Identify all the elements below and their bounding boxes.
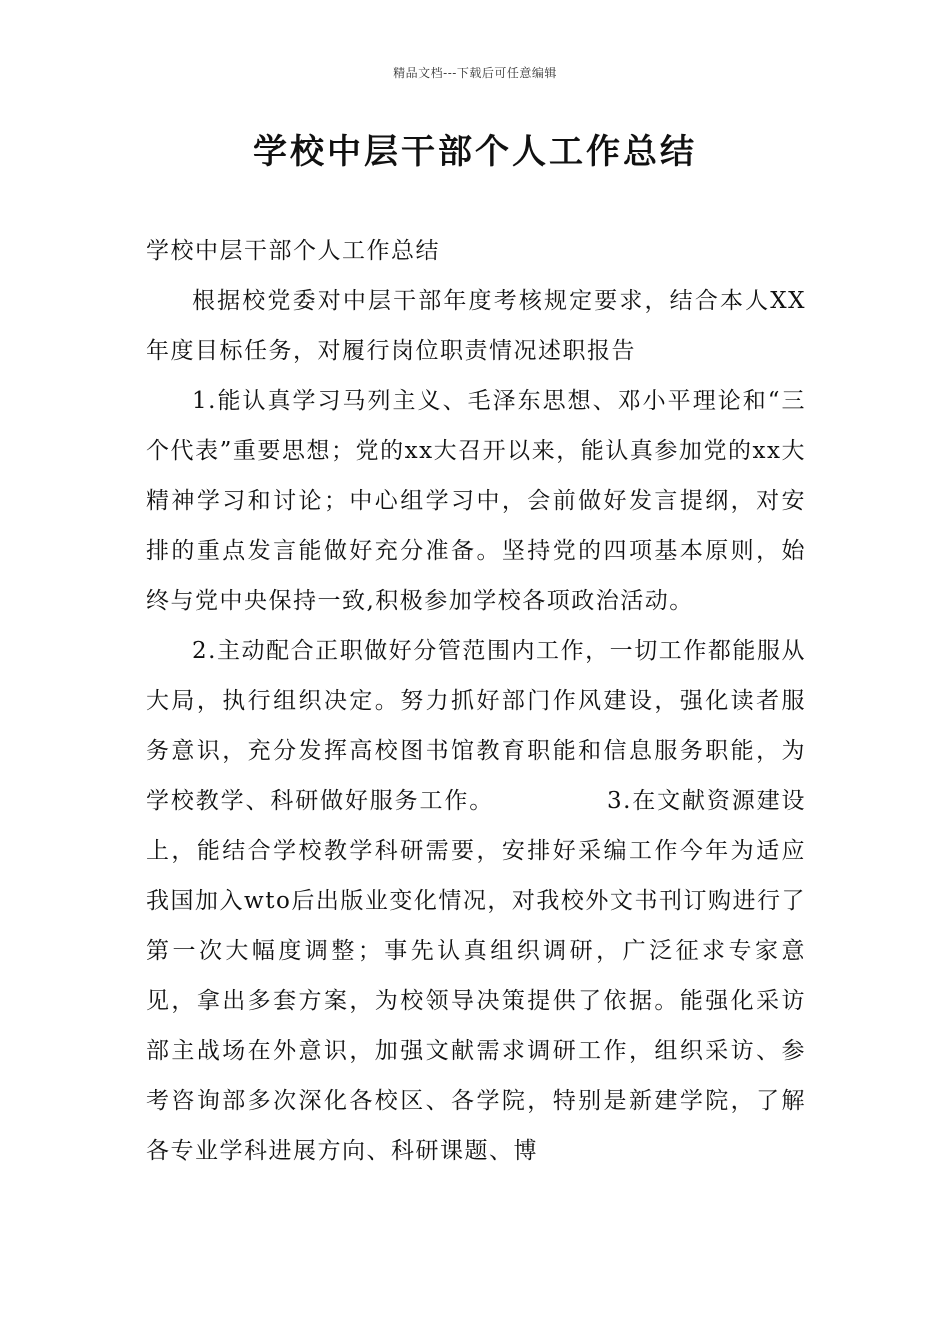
paragraph-item-2: 2.主动配合正职做好分管范围内工作，一切工作都能服从大局，执行组织决定。努力抓好部门作风建设，强化读者服务意识，充分发挥高校图书馆教育职能和信息服务职能，为学校教学、科研做好服务工作。 3.在文献资源建设上，能结合学校教学科研需要，安排好采编工作今年为适应我国加入wto后出版业变化情况，对我校外文书刊订购进行了第一次大幅度调整；事先认真组织调研，广泛征求专家意见，拿出多套方案，为校领导决策提供了依据。能强化采访部主战场在外意识，加强文献需求调研工作，组织采访、参考咨询部多次深化各校区、各学院，特别是新建学院，了解各专业学科进展方向、科研课题、博: [146, 638, 806, 1164]
header-note: 精品文档---下载后可任意编辑: [393, 66, 557, 80]
document-title: 学校中层干部个人工作总结: [253, 132, 697, 172]
subtitle-line: 学校中层干部个人工作总结: [146, 238, 440, 264]
paragraph-item-1: 1.能认真学习马列主义、毛泽东思想、邓小平理论和“三个代表”重要思想；党的xx大召开以来，能认真参加党的xx大精神学习和讨论；中心组学习中，会前做好发言提纲，对安排的重点发言能做好充分准备。坚持党的四项基本原则，始终与党中央保持一致,积极参加学校各项政治活动。: [146, 388, 806, 614]
paragraph-intro: 根据校党委对中层干部年度考核规定要求，结合本人XX年度目标任务，对履行岗位职责情况述职报告: [146, 288, 806, 364]
document-body: [146, 226, 806, 1176]
